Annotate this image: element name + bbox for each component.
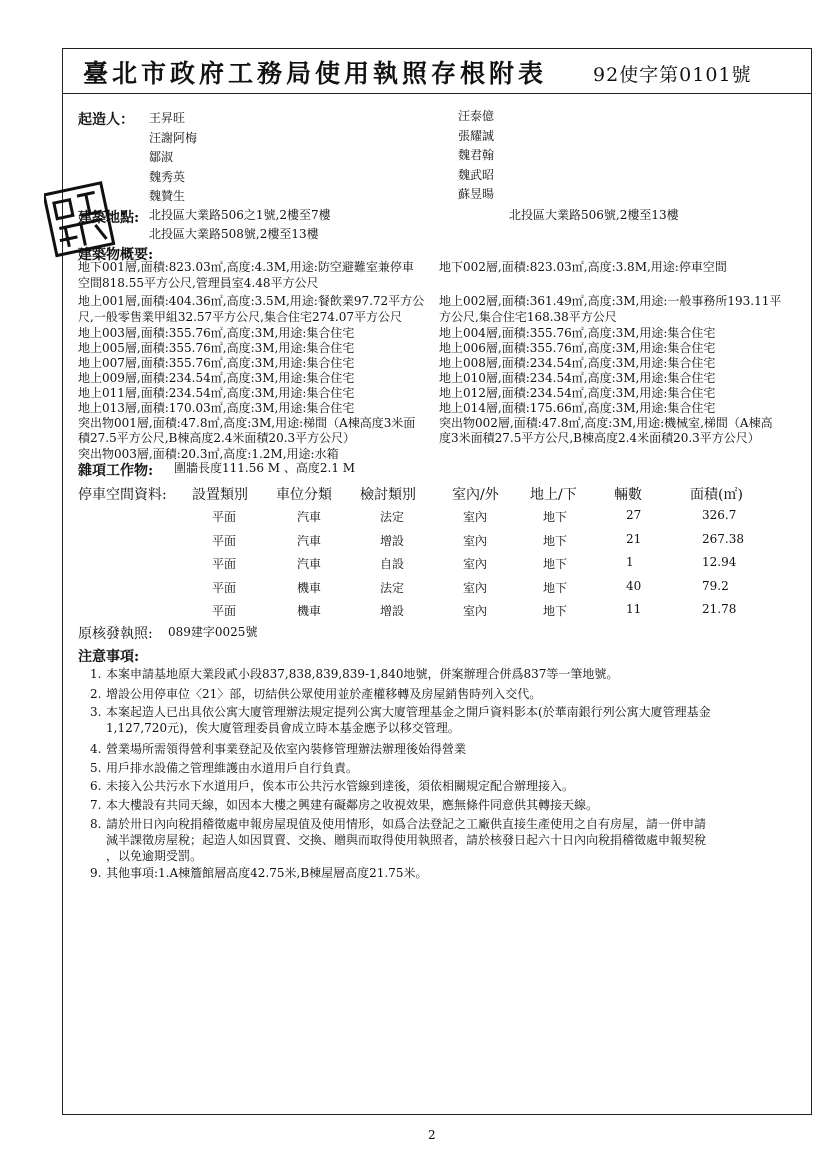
overview-left-text: 地下001層,面積:823.03㎡,高度:4.3M,用途:防空避難室兼停車 [78, 260, 414, 274]
location-line2: 北投區大業路508號,2樓至13樓 [149, 227, 319, 241]
builder-name: 王昇旺 [149, 111, 186, 125]
parking-cell: 法定 [380, 580, 405, 595]
overview-right-text: 地上004層,面積:355.76㎡,高度:3M,用途:集合住宅 [439, 326, 716, 340]
note-item [90, 760, 802, 776]
builder-name: 魏君翰 [458, 148, 495, 162]
note-text: 減半課徵房屋稅；起造人如因買賣、交換、贈與而取得使用執照者，請於核發日起六十日內向稅捐稽徵處申報契稅 [106, 833, 707, 847]
document-title: 臺北市政府工務局使用執照存根附表 [83, 59, 548, 88]
note-text: 其他事項:1.A棟簷館層高度42.75米,B棟屋層高度21.75米。 [106, 866, 428, 880]
builder-name: 蘇昱暘 [458, 187, 495, 201]
note-number: 8. [90, 817, 102, 831]
parking-cell: 室內 [463, 533, 488, 548]
note-number: 3. [90, 705, 102, 719]
note-number: 9. [90, 866, 102, 880]
parking-column-header: 面積(㎡) [690, 487, 743, 503]
note-item [90, 816, 802, 864]
parking-cell: 21 [626, 531, 642, 546]
overview-left-text: 地上003層,面積:355.76㎡,高度:3M,用途:集合住宅 [78, 326, 355, 340]
parking-cell: 326.7 [702, 508, 737, 522]
parking-cell: 地下 [543, 604, 568, 618]
parking-cell: 平面 [212, 557, 237, 571]
overview-left-text: 積27.5平方公尺,B棟高度2.4米面積20.3平方公尺） [78, 431, 356, 445]
note-number: 5. [90, 761, 102, 775]
parking-cell: 汽車 [297, 533, 322, 548]
note-item [90, 865, 802, 881]
note-text: 增設公用停車位〈21〉部，切結供公眾使用並於產權移轉及房屋銷售時列入交代。 [106, 687, 542, 701]
notes-label: 注意事項: [78, 649, 140, 665]
parking-column-header: 地上/下 [530, 487, 577, 503]
parking-label: 停車空間資料: [78, 487, 167, 503]
parking-cell: 11 [626, 602, 642, 616]
builder-name: 魏秀英 [149, 169, 186, 184]
note-text: 用戶排水設備之管理維護由水道用戶自行負責。 [106, 761, 359, 775]
overview-left-text: 地上013層,面積:170.03㎡,高度:3M,用途:集合住宅 [78, 401, 355, 415]
parking-cell: 1 [626, 555, 634, 569]
parking-cell: 21.78 [702, 602, 737, 616]
parking-cell: 40 [626, 578, 642, 593]
parking-cell: 汽車 [297, 557, 322, 571]
note-text: 1,127,720元)，俟大廈管理委員會成立時本基金應予以移交管理。 [106, 721, 460, 735]
parking-cell: 室內 [463, 510, 488, 524]
overview-left-text: 地上011層,面積:234.54㎡,高度:3M,用途:集合住宅 [78, 386, 355, 400]
parking-cell: 增設 [380, 604, 405, 618]
overview-right-text: 方公尺,集合住宅168.38平方公尺 [439, 310, 617, 324]
builder-name: 汪謝阿梅 [149, 130, 198, 145]
header-divider [62, 93, 812, 94]
parking-cell: 12.94 [702, 555, 737, 569]
overview-right-text: 突出物002層,面積:47.8㎡,高度:3M,用途:機械室,梯間（A棟高 [439, 416, 773, 430]
overview-right-text: 地上010層,面積:234.54㎡,高度:3M,用途:集合住宅 [439, 371, 716, 385]
overview-left-text: 地上005層,面積:355.76㎡,高度:3M,用途:集合住宅 [78, 341, 355, 355]
note-text: 本大樓設有共同天線，如因本大樓之興建有礙鄰房之收視效果，應無條件同意供其轉接天線。 [106, 798, 599, 812]
permit-number: 92使字第0101號 [593, 64, 752, 86]
location-line1-right: 北投區大業路506號,2樓至13樓 [509, 208, 679, 222]
overview-right-text: 地上002層,面積:361.49㎡,高度:3M,用途:一般事務所193.11平 [439, 294, 782, 308]
note-number: 6. [90, 779, 102, 793]
builder-name: 張耀誠 [458, 128, 495, 143]
note-number: 4. [90, 742, 102, 756]
parking-column-header: 室內/外 [452, 487, 499, 503]
note-item [90, 666, 802, 682]
parking-cell: 地下 [543, 580, 568, 595]
overview-right-text: 地上012層,面積:234.54㎡,高度:3M,用途:集合住宅 [439, 386, 716, 400]
parking-cell: 79.2 [702, 578, 729, 593]
note-item [90, 686, 802, 702]
builder-name: 魏贊生 [149, 189, 186, 203]
location-label: 建築地點: [78, 210, 140, 226]
note-item [90, 778, 802, 794]
parking-cell: 機車 [297, 604, 322, 618]
parking-cell: 27 [626, 508, 642, 522]
overview-left-text: 地上009層,面積:234.54㎡,高度:3M,用途:集合住宅 [78, 371, 355, 385]
builder-name: 汪泰億 [458, 109, 495, 123]
parking-cell: 汽車 [297, 510, 322, 524]
note-item [90, 797, 802, 813]
note-item [90, 704, 802, 736]
note-text: ，以免逾期受罰。 [106, 849, 203, 863]
overview-right-text: 地上008層,面積:234.54㎡,高度:3M,用途:集合住宅 [439, 356, 716, 370]
parking-cell: 室內 [463, 580, 488, 595]
note-number: 7. [90, 798, 102, 812]
parking-cell: 自設 [380, 557, 405, 571]
parking-cell: 267.38 [702, 531, 744, 546]
note-number: 2. [90, 687, 102, 701]
parking-cell: 地下 [543, 510, 568, 524]
overview-right-text: 地下002層,面積:823.03㎡,高度:3.8M,用途:停車空間 [439, 260, 727, 274]
note-text: 未接入公共污水下水道用戶，俟本市公共污水管線到達後，須依相關規定配合辦理接入。 [106, 779, 575, 793]
parking-cell: 平面 [212, 604, 237, 618]
note-text: 本案起造人已出具依公寓大廈管理辦法規定提列公寓大廈管理基金之開戶資料影本(於華南銀行列公寓大廈管理基金 [106, 705, 711, 719]
original-permit-label: 原核發執照: [78, 626, 153, 642]
parking-column-header: 檢討類別 [360, 487, 416, 503]
misc-works-value: 圍牆長度111.56 M 、高度2.1 M [174, 461, 356, 475]
overview-left-text: 突出物003層,面積:20.3㎡,高度:1.2M,用途:水箱 [78, 447, 339, 461]
parking-cell: 法定 [380, 510, 405, 524]
builder-name: 鄒淑 [149, 150, 174, 164]
parking-cell: 增設 [380, 533, 405, 548]
overview-label: 建築物概要: [78, 247, 154, 263]
original-permit-value: 089建字0025號 [168, 625, 258, 639]
builder-name: 魏武昭 [458, 167, 495, 182]
overview-left-text: 尺,一般零售業甲組32.57平方公尺,集合住宅274.07平方公尺 [78, 310, 402, 324]
overview-right-text: 地上006層,面積:355.76㎡,高度:3M,用途:集合住宅 [439, 341, 716, 355]
builders-label: 起造人： [78, 112, 134, 128]
page-number: 2 [428, 1128, 436, 1142]
parking-column-header: 設置類別 [192, 487, 248, 503]
note-text: 營業場所需領得營利事業登記及依室內裝修管理辦法辦理後始得營業 [106, 742, 467, 756]
parking-column-header: 車位分類 [276, 487, 332, 503]
parking-cell: 室內 [463, 557, 488, 571]
note-item [90, 741, 802, 757]
overview-right-text: 地上014層,面積:175.66㎡,高度:3M,用途:集合住宅 [439, 401, 716, 415]
overview-left-text: 空間818.55平方公尺,管理員室4.48平方公尺 [78, 276, 319, 290]
overview-left-text: 地上001層,面積:404.36㎡,高度:3.5M,用途:餐飲業97.72平方公 [78, 294, 425, 308]
parking-cell: 室內 [463, 604, 488, 618]
parking-cell: 平面 [212, 533, 237, 548]
location-line1-left: 北投區大業路506之1號,2樓至7樓 [149, 208, 331, 222]
overview-left-text: 地上007層,面積:355.76㎡,高度:3M,用途:集合住宅 [78, 356, 355, 370]
parking-cell: 平面 [212, 510, 237, 524]
misc-works-label: 雜項工作物: [78, 463, 154, 479]
parking-cell: 平面 [212, 580, 237, 595]
note-text: 本案申請基地原大業段貳小段837,838,839,839-1,840地號，併案辦理合併爲837等一筆地號。 [106, 667, 619, 681]
parking-cell: 地下 [543, 533, 568, 548]
note-text: 請於卅日內向稅捐稽徵處申報房屋現值及使用情形，如爲合法登記之工廠供直接生產使用之自有房屋，請一併申請 [106, 817, 707, 831]
overview-left-text: 突出物001層,面積:47.8㎡,高度:3M,用途:梯間（A棟高度3米面 [78, 416, 416, 430]
parking-cell: 地下 [543, 557, 568, 571]
parking-cell: 機車 [297, 580, 322, 595]
parking-column-header: 輛數 [614, 487, 642, 503]
overview-right-text: 度3米面積27.5平方公尺,B棟高度2.4米面積20.3平方公尺） [439, 431, 760, 445]
note-number: 1. [90, 667, 102, 681]
